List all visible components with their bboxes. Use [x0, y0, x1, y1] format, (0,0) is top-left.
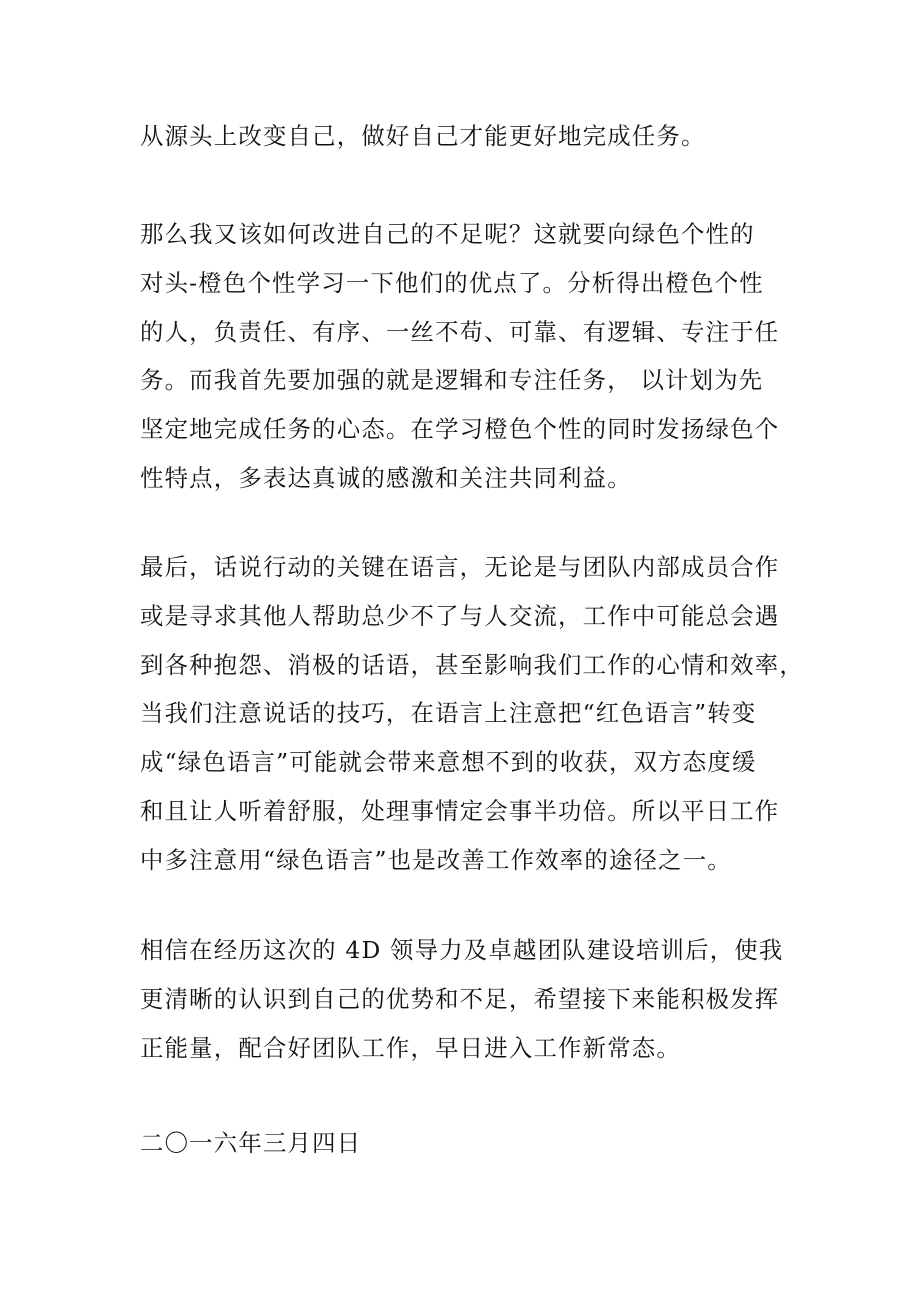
- text-line: 那么我又该如何改进自己的不足呢？这就要向绿色个性的: [140, 220, 755, 248]
- text-line: 正能量，配合好团队工作，早日进入工作新常态。: [140, 1033, 681, 1062]
- text-line: 成“绿色语言”可能就会带来意想不到的收获，双方态度缓: [140, 748, 757, 777]
- text-line: 从源头上改变自己，做好自己才能更好地完成任务。: [140, 122, 706, 150]
- text-line: 务。而我首先要加强的就是逻辑和专注任务， 以计划为先: [140, 366, 764, 395]
- text-line: 的人，负责任、有序、一丝不苟、可靠、有逻辑、专注于任: [140, 317, 780, 346]
- text-line: 性特点，多表达真诚的感激和关注共同利益。: [140, 463, 632, 492]
- text-line: 到各种抱怨、消极的话语，甚至影响我们工作的心情和效率，: [140, 650, 804, 679]
- text-line: 二〇一六年三月四日: [140, 1129, 362, 1157]
- text-line: 最后，话说行动的关键在语言，无论是与团队内部成员合作: [140, 553, 780, 581]
- text-line: 坚定地完成任务的心态。在学习橙色个性的同时发扬绿色个: [140, 415, 780, 444]
- text-line: 相信在经历这次的 4D 领导力及卓越团队建设培训后，使我: [140, 936, 784, 964]
- paragraph-source-change: [140, 112, 790, 161]
- text-line: 和且让人听着舒服，处理事情定会事半功倍。所以平日工作: [140, 796, 780, 825]
- text-line: 更清晰的认识到自己的优势和不足，希望接下来能积极发挥: [140, 984, 780, 1013]
- text-line: 对头-橙色个性学习一下他们的优点了。分析得出橙色个性: [140, 268, 764, 297]
- paragraph-improve-shortcomings: [140, 210, 790, 503]
- text-line: 中多注意用“绿色语言”也是改善工作效率的途径之一。: [140, 845, 732, 874]
- paragraph-conclusion: [140, 926, 790, 1072]
- document-date: [140, 1119, 790, 1168]
- paragraph-language: [140, 543, 804, 885]
- text-line: 或是寻求其他人帮助总少不了与人交流，工作中可能总会遇: [140, 601, 780, 630]
- text-line: 当我们注意说话的技巧，在语言上注意把“红色语言”转变: [140, 699, 757, 728]
